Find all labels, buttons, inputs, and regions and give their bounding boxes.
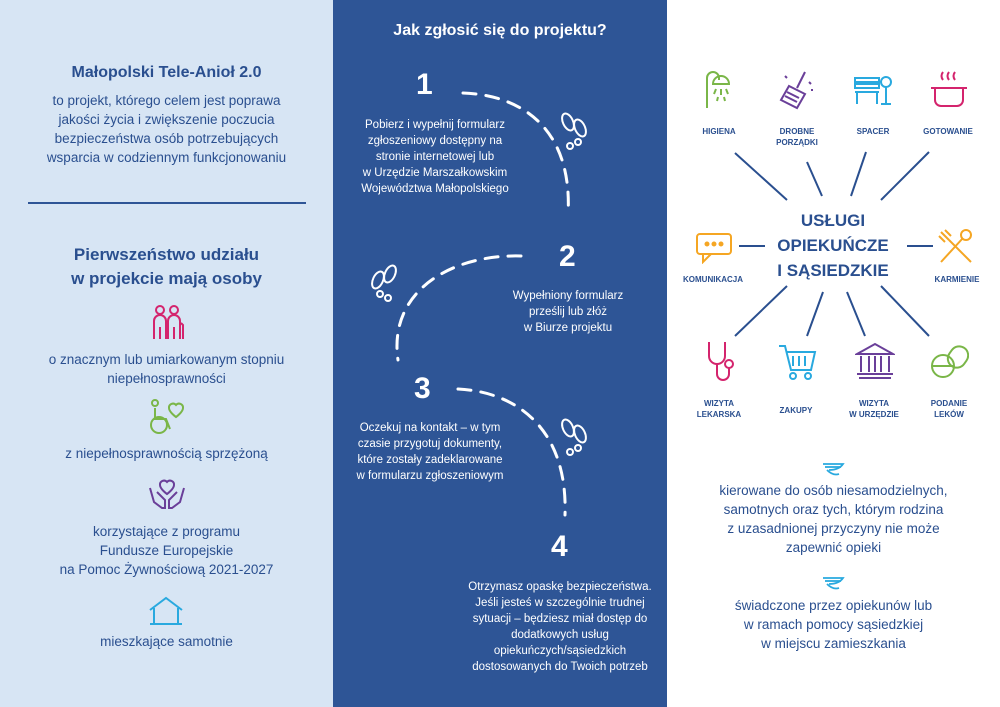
service-label-office-visit: WIZYTA W URZĘDZIE xyxy=(849,399,899,419)
step-3-number: 3 xyxy=(414,372,431,405)
shower-icon xyxy=(703,70,737,110)
service-label-walk: SPACER xyxy=(856,127,890,136)
service-label-feeding: KARMIENIE xyxy=(934,275,980,284)
group-severe-disability: o znacznym lub umiarkowanym stopniu niepełnosprawności xyxy=(48,352,285,386)
footprints-icon xyxy=(558,414,592,458)
service-label-hygiene: HIGIENA xyxy=(702,127,736,136)
apply-heading: Jak zgłosić się do projektu? xyxy=(393,22,607,39)
services-hub-title: USŁUGI OPIEKUŃCZE I SĄSIEDZKIE xyxy=(777,211,889,280)
bench-icon xyxy=(853,72,893,108)
stethoscope-icon xyxy=(703,340,743,384)
services-panel xyxy=(667,0,1000,707)
step-2-text: Wypełniony formularz prześlij lub złóż w Biurze projektu xyxy=(512,290,624,334)
services-target-note: kierowane do osób niesamodzielnych, samotnych oraz tych, którym rodzina z uzasadnionej przyczyny nie może zapewnić opieki xyxy=(719,483,948,555)
institution-icon xyxy=(855,342,895,382)
wheelchair-heart-icon xyxy=(146,399,186,435)
priority-heading: Pierwszeństwo udziału w projekcie mają osoby xyxy=(71,245,262,288)
broom-icon xyxy=(779,70,815,110)
group-food-aid-program: korzystające z programu Fundusze Europejskie na Pomoc Żywnościową 2021-2027 xyxy=(59,524,274,577)
service-label-communication: KOMUNIKACJA xyxy=(683,275,743,284)
project-intro: to projekt, którego celem jest poprawa jakości życia i zwiększenie poczucia bezpieczeństwa osób potrzebujących wsparcia w codziennym funkcjonowaniu xyxy=(46,93,287,165)
hands-heart-icon xyxy=(148,476,186,510)
house-icon xyxy=(148,596,184,626)
left-panel xyxy=(0,0,333,707)
cart-icon xyxy=(777,342,817,382)
divider xyxy=(28,202,306,204)
chat-icon xyxy=(695,232,733,264)
step-1-text: Pobierz i wypełnij formularz zgłoszeniowy dostępny na stronie internetowej lub w Urzędzie Marszałkowskim Województwa Małopolskiego xyxy=(361,119,509,195)
step-2-number: 2 xyxy=(559,240,576,273)
how-to-apply-panel xyxy=(333,0,667,707)
footprints-icon xyxy=(368,260,402,304)
elderly-couple-icon xyxy=(150,305,184,341)
step-1-number: 1 xyxy=(416,68,433,101)
pot-icon xyxy=(929,70,969,110)
pills-icon xyxy=(929,342,969,382)
services-provider-note: świadczone przez opiekunów lub w ramach pomocy sąsiedzkiej w miejscu zamieszkania xyxy=(734,598,933,651)
group-living-alone: mieszkające samotnie xyxy=(100,634,233,649)
service-label-medication: PODANIE LEKÓW xyxy=(930,399,968,419)
group-coupled-disability: z niepełnosprawnością sprzężoną xyxy=(65,446,268,461)
service-label-cooking: GOTOWANIE xyxy=(923,127,973,136)
step-3-text: Oczekuj na kontakt – w tym czasie przygotuj dokumenty, które zostały zadeklarowane w formularzu zgłoszeniowym xyxy=(356,422,504,482)
wing-icon xyxy=(821,576,845,592)
service-label-doctor-visit: WIZYTA LEKARSKA xyxy=(696,399,742,419)
step-4-text: Otrzymasz opaskę bezpieczeństwa. Jeśli jesteś w szczególnie trudnej sytuacji – będziesz miał dostęp do dodatkowych usług opiekuńczych/sąsiedzkich dostosowanych do Twoich potrzeb xyxy=(468,581,652,673)
footprints-icon xyxy=(558,108,592,152)
service-label-shopping: ZAKUPY xyxy=(779,406,813,415)
cutlery-icon xyxy=(937,228,975,266)
project-title: Małopolski Tele-Anioł 2.0 xyxy=(71,64,262,81)
step-4-number: 4 xyxy=(551,530,568,563)
wing-icon xyxy=(821,462,845,478)
service-label-cleaning: DROBNE PORZĄDKI xyxy=(776,127,818,147)
